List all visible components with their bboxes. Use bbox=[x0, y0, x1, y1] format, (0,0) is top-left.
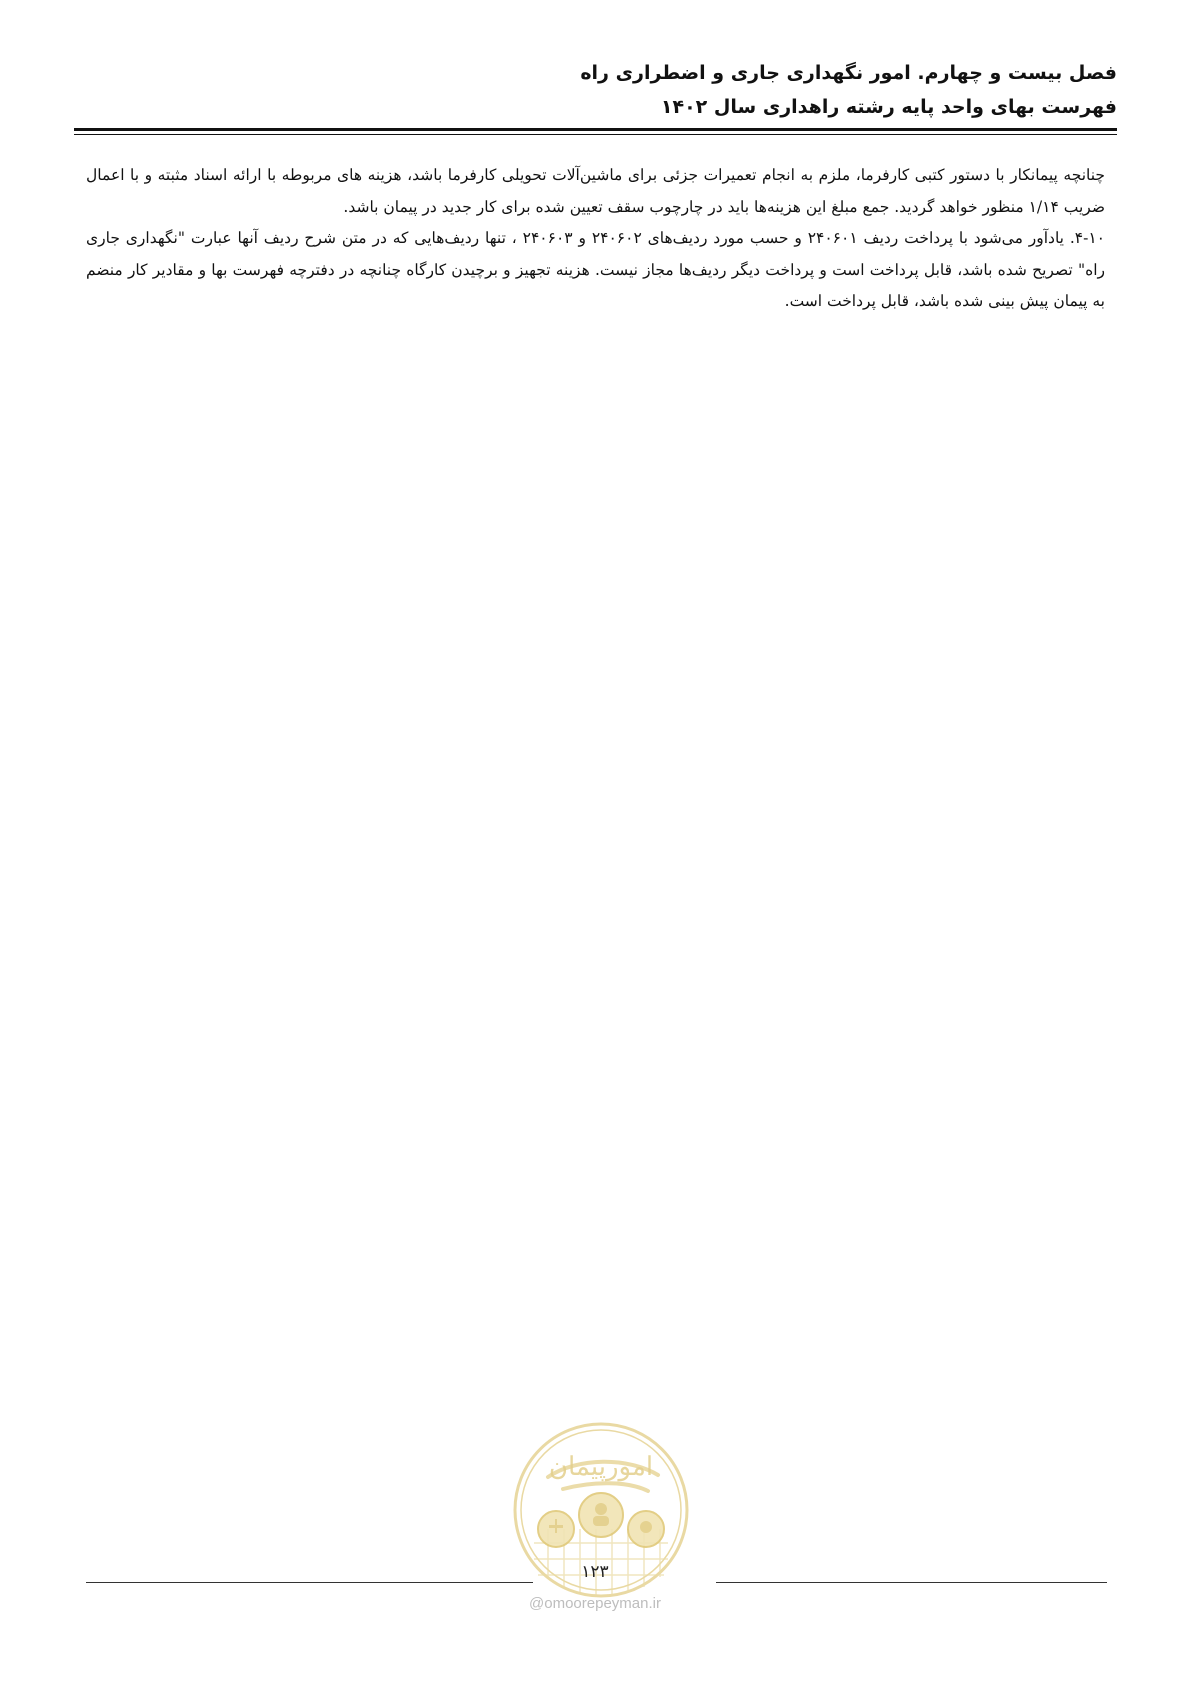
footer-rule-right bbox=[716, 1582, 1107, 1583]
body-paragraph-1: چنانچه پیمانکار با دستور کتبی کارفرما، ملزم به انجام تعمیرات جزئی برای ماشین‌آلات تحویلی کارفرما باشد، هزینه های مربوطه با ارائه اسناد مثبته و با اعمال ضریب ۱/۱۴ منظور خواهد گردید. جمع مبلغ این هزینه‌ها باید در چارچوب سقف تعیین شده برای کار جدید در پیمان باشد. bbox=[86, 166, 1105, 216]
footer-rule-left bbox=[86, 1582, 533, 1583]
site-watermark-text: @omoorepeyman.ir bbox=[529, 1595, 661, 1612]
page-number: ۱۲۳ bbox=[581, 1562, 609, 1582]
header-rule-thin bbox=[74, 134, 1117, 135]
body-paragraph-2: ۴-۱۰. یادآور می‌شود با پرداخت ردیف ۲۴۰۶۰۱ و حسب مورد ردیف‌های ۲۴۰۶۰۲ و ۲۴۰۶۰۳ ، تنها ردیف‌هایی که در متن شرح ردیف آنها عبارت "نگهداری جاری راه" تصریح شده باشد، قابل پرداخت است و پرداخت دیگر ردیف‌ها مجاز نیست. هزینه تجهیز و برچیدن کارگاه چنانچه در دفترچه فهرست بها و مقادیر کار منضم به پیمان پیش بینی شده باشد، قابل پرداخت است. bbox=[86, 229, 1105, 310]
document-title: فهرست بهای واحد پایه رشته راهداری سال ۱۴۰۲ bbox=[660, 96, 1117, 118]
chapter-title: فصل بیست و چهارم. امور نگهداری جاری و اضطراری راه bbox=[580, 62, 1117, 84]
header-rule-thick bbox=[74, 128, 1117, 131]
main-content bbox=[86, 160, 1105, 318]
watermark-logo-text: امورپیمان bbox=[548, 1452, 654, 1482]
page-header bbox=[74, 56, 1117, 124]
